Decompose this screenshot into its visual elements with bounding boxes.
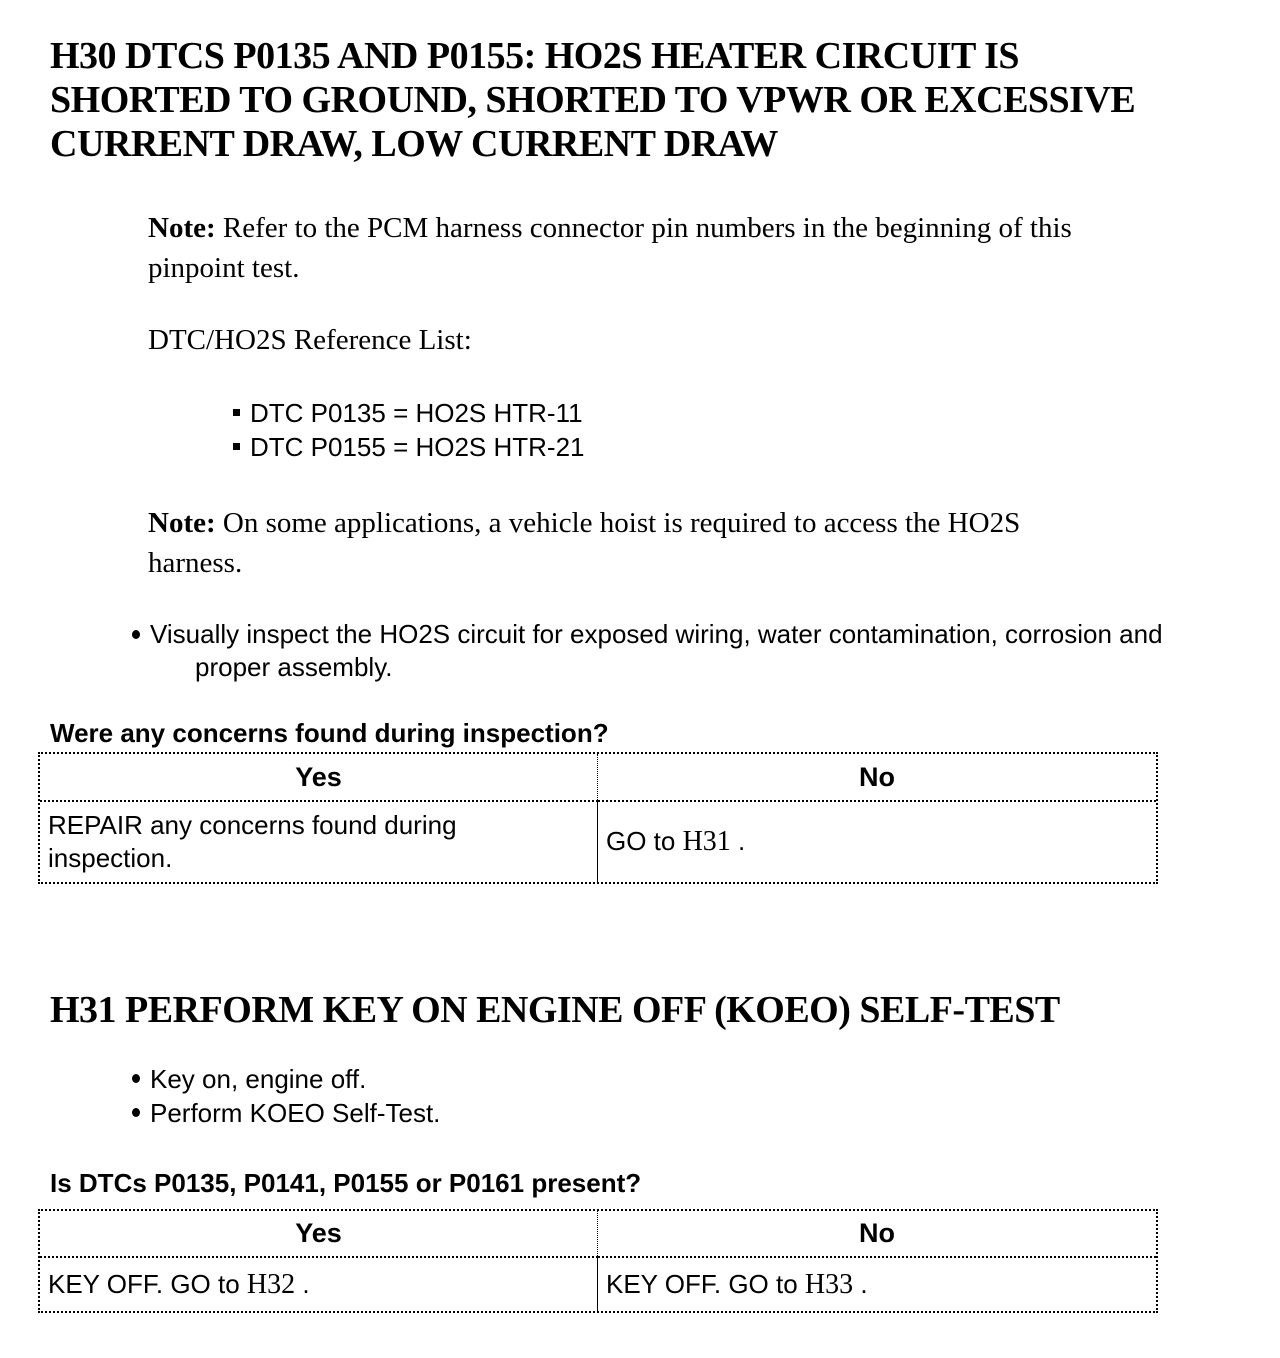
note-label: Note:	[148, 507, 216, 539]
list-item	[233, 396, 585, 430]
section-heading-h30	[50, 34, 1240, 166]
table-cell-line: inspection.	[48, 843, 173, 873]
table-cell-yes	[40, 802, 598, 882]
heading-line: CURRENT DRAW, LOW CURRENT DRAW	[50, 123, 778, 165]
list-item-text: DTC P0135 = HO2S HTR-11	[250, 398, 583, 428]
section-heading-h31: H31 PERFORM KEY ON ENGINE OFF (KOEO) SELF-TEST	[50, 989, 1060, 1031]
table-header-yes: Yes	[40, 754, 598, 802]
heading-line: SHORTED TO GROUND, SHORTED TO VPWR OR EXCESSIVE	[50, 79, 1136, 121]
note-text: On some applications, a vehicle hoist is required to access the HO2S	[222, 507, 1021, 539]
koeo-step-list	[132, 1062, 440, 1130]
table-cell-prefix: GO to	[606, 826, 683, 856]
note-paragraph	[148, 208, 1268, 288]
table-header-no: No	[598, 1211, 1156, 1258]
table-header-no: No	[598, 754, 1156, 802]
list-item-text: proper assembly.	[195, 652, 393, 682]
table-header-yes: Yes	[40, 1211, 598, 1258]
note-paragraph	[148, 503, 1268, 583]
table-cell-suffix: .	[853, 1268, 868, 1299]
reference-list-heading: DTC/HO2S Reference List:	[148, 324, 472, 356]
list-item	[132, 1062, 440, 1096]
table-cell-suffix: .	[730, 826, 746, 856]
link-h31[interactable]: H31	[682, 826, 731, 857]
link-h32[interactable]: H32	[246, 1268, 296, 1300]
table-cell-text	[606, 826, 745, 858]
list-item-text: Perform KOEO Self-Test.	[150, 1098, 441, 1128]
note-text: pinpoint test.	[148, 252, 300, 284]
table-cell-text	[606, 1269, 868, 1301]
table-cell-prefix: KEY OFF. GO to	[606, 1268, 805, 1299]
question-text: Were any concerns found during inspection?	[50, 718, 609, 748]
table-cell-prefix: KEY OFF. GO to	[48, 1268, 247, 1299]
list-item-text: Key on, engine off.	[150, 1064, 367, 1094]
list-item	[132, 1096, 440, 1130]
question-text: Is DTCs P0135, P0141, P0155 or P0161 present?	[50, 1168, 642, 1198]
list-item-text: DTC P0155 = HO2S HTR-21	[250, 432, 585, 462]
decision-table	[38, 752, 1158, 884]
table-cell-line: REPAIR any concerns found during	[48, 810, 457, 840]
table-cell-text	[48, 1269, 310, 1301]
note-label: Note:	[148, 212, 216, 244]
heading-line: H30 DTCS P0135 AND P0155: HO2S HEATER CIRCUIT IS	[50, 35, 1020, 77]
table-cell-text	[48, 809, 457, 875]
note-text: Refer to the PCM harness connector pin numbers in the beginning of this	[222, 212, 1072, 244]
decision-table	[38, 1209, 1158, 1313]
table-cell-suffix: .	[295, 1268, 310, 1299]
table-cell-no	[598, 1258, 1156, 1311]
list-item	[132, 618, 1270, 684]
table-cell-no	[598, 802, 1156, 882]
table-cell-yes	[40, 1258, 598, 1311]
list-item	[233, 430, 585, 464]
dtc-reference-list	[233, 396, 585, 464]
list-item-text: Visually inspect the HO2S circuit for exposed wiring, water contamination, corrosion and	[150, 619, 1163, 649]
link-h33[interactable]: H33	[804, 1268, 854, 1300]
note-text: harness.	[148, 547, 243, 579]
